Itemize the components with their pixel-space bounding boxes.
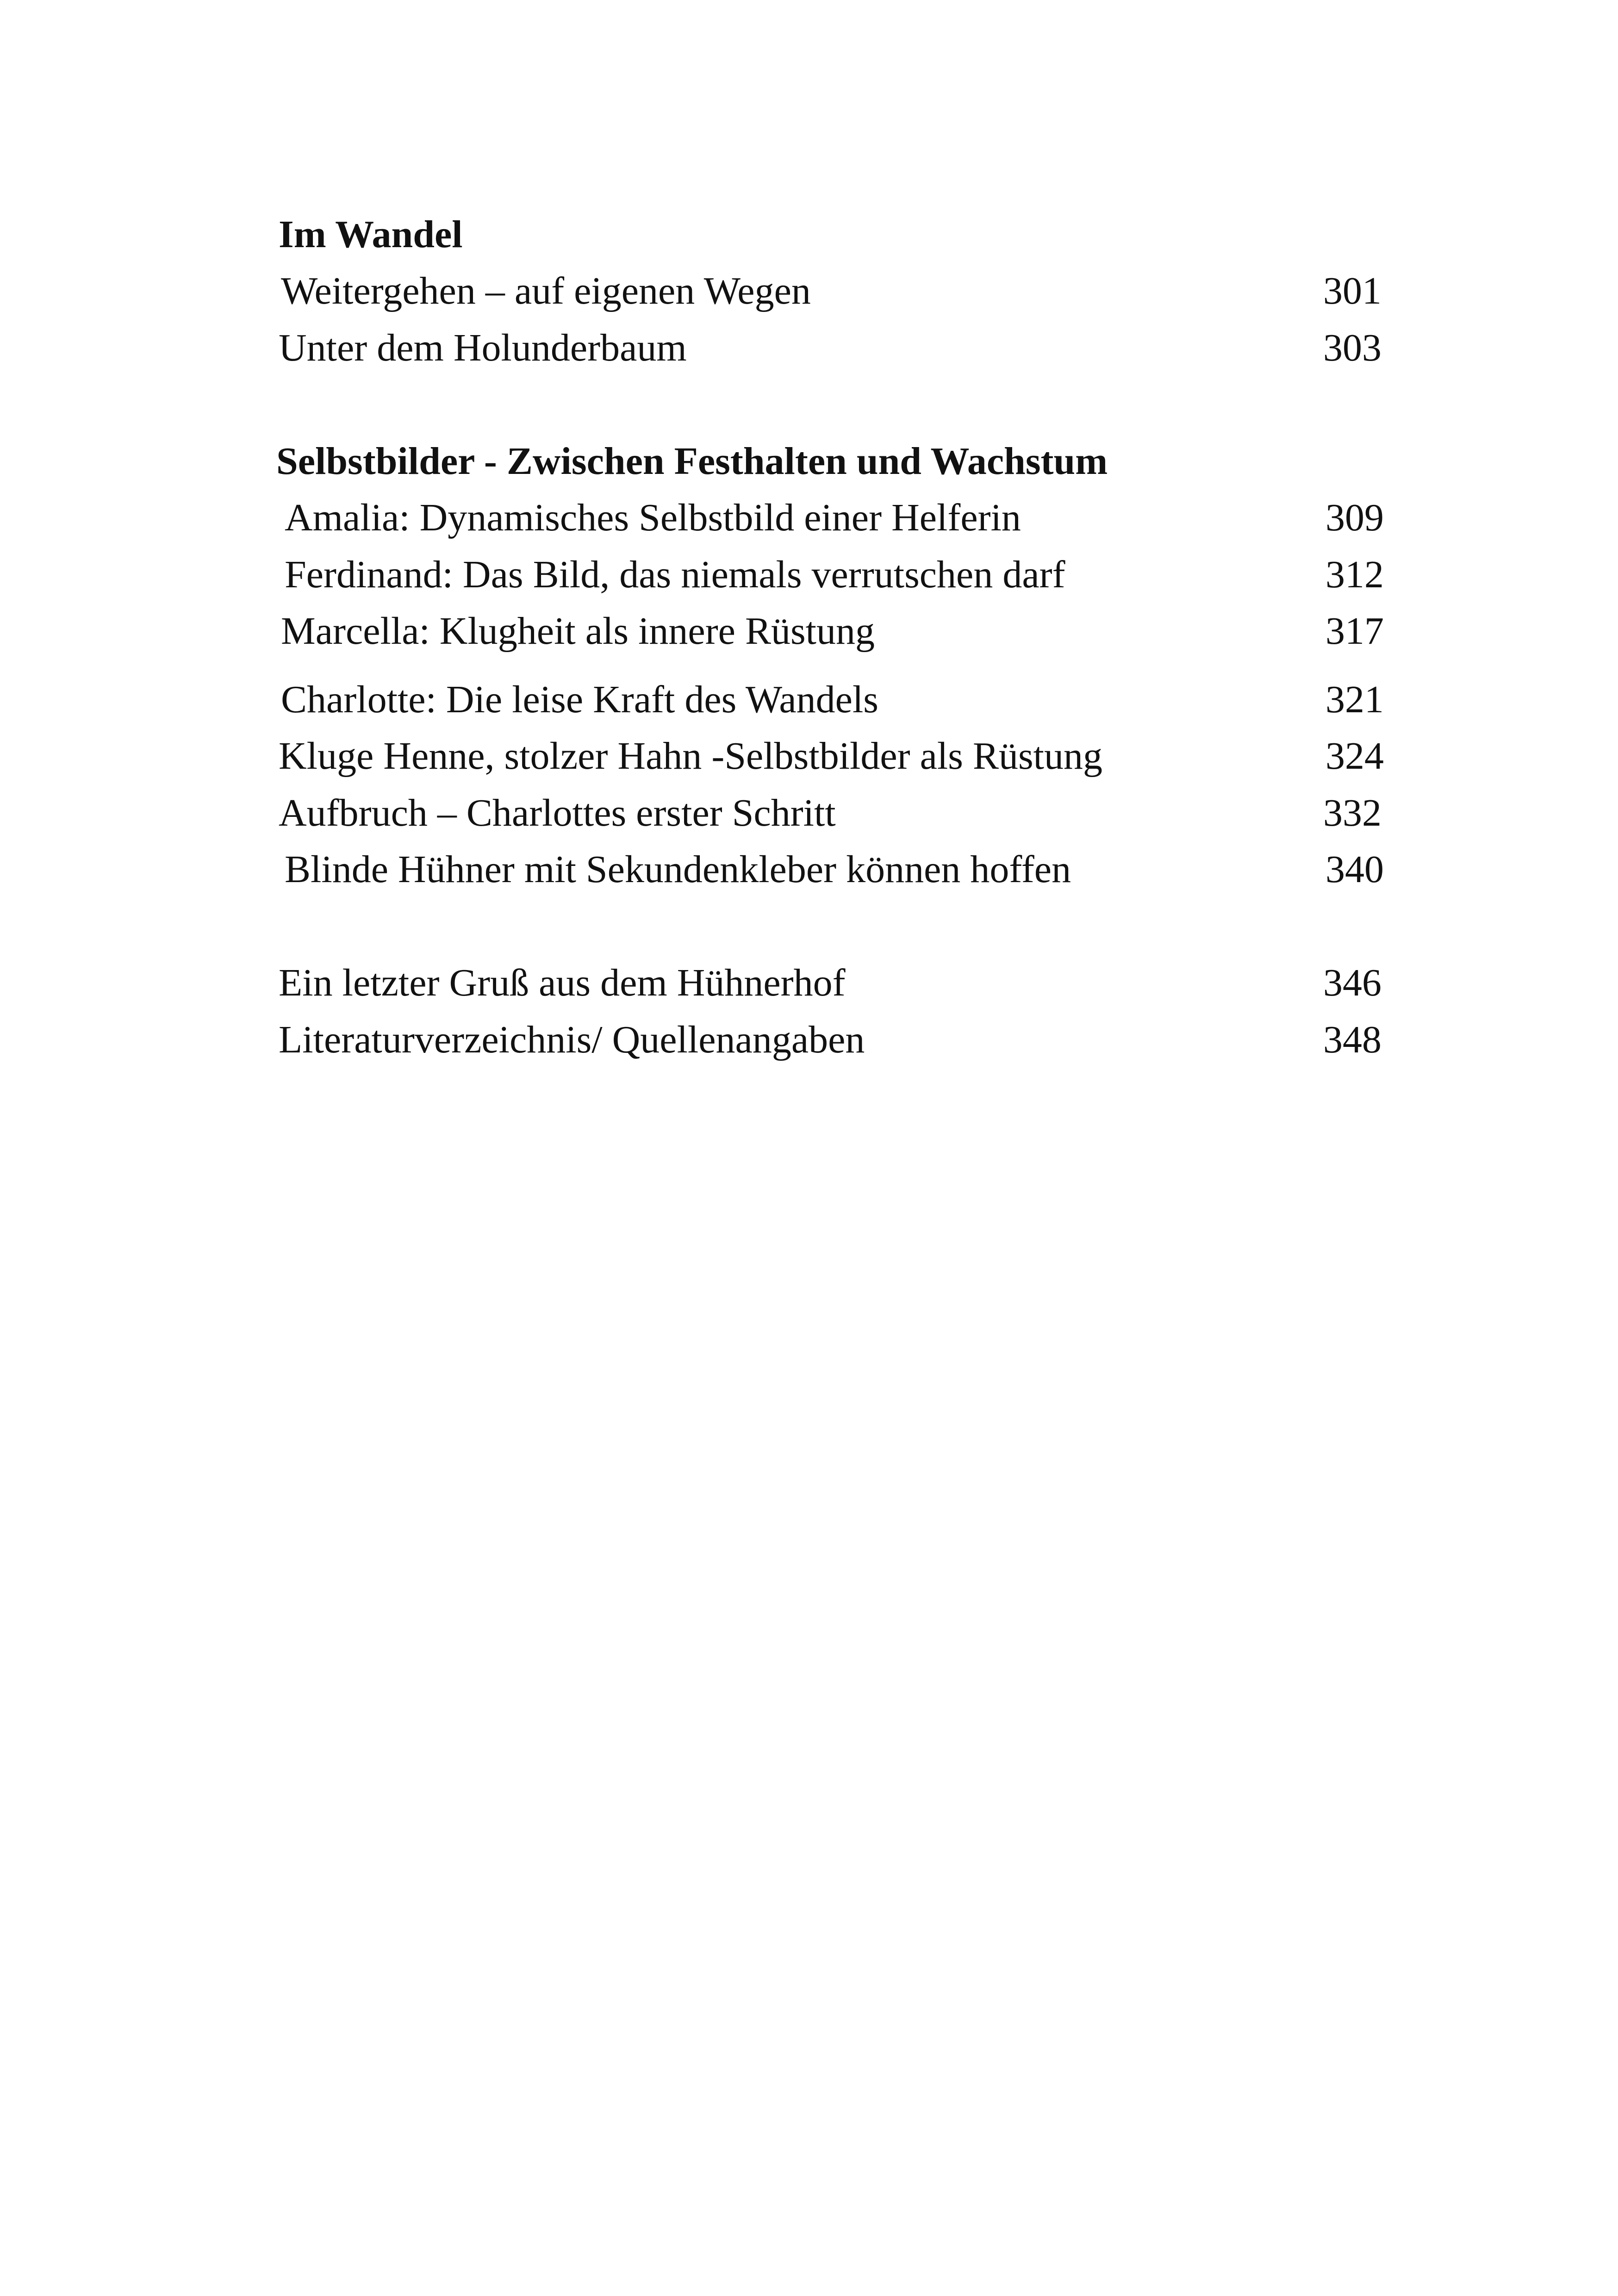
toc-entry-title: Amalia: Dynamisches Selbstbild einer Helferin [285,496,1021,539]
toc-entry [0,555,1618,602]
toc-entry-page: 321 [1326,678,1384,721]
toc-entry-page: 324 [1326,734,1384,778]
toc-entry-title: Literaturverzeichnis/ Quellenangaben [279,1018,865,1061]
toc-entry [0,961,1618,1010]
toc-entry [0,326,1618,375]
toc-entry-page: 317 [1326,610,1384,653]
toc-entry [0,269,1618,318]
toc-entry-page: 303 [1323,326,1382,369]
toc-entry-title: Ferdinand: Das Bild, das niemals verrutschen darf [285,553,1065,596]
toc-entry-title: Marcella: Klugheit als innere Rüstung [281,610,875,653]
toc-entry-title: Aufbruch – Charlottes erster Schritt [279,791,836,834]
toc-entry-page: 301 [1323,269,1382,312]
section-heading-im-wandel: Im Wandel [279,213,463,256]
toc-entry [0,680,1618,727]
toc-entry [0,734,1618,783]
toc-entry-page: 346 [1323,961,1382,1004]
section-heading-selbstbilder: Selbstbilder - Zwischen Festhalten und Wachstum [276,440,1108,483]
toc-entry-title: Kluge Henne, stolzer Hahn -Selbstbilder als Rüstung [279,734,1102,778]
toc-entry-page: 332 [1323,791,1382,834]
toc-entry-title: Charlotte: Die leise Kraft des Wandels [281,678,878,721]
toc-entry-title: Ein letzter Gruß aus dem Hühnerhof [279,961,846,1004]
toc-entry-page: 309 [1326,496,1384,539]
toc-entry-page: 348 [1323,1018,1382,1061]
toc-entry-page: 312 [1326,553,1384,596]
toc-entry [0,1020,1618,1067]
toc-entry-title: Blinde Hühner mit Sekundenkleber können hoffen [285,848,1071,891]
toc-entry [0,791,1618,840]
toc-entry [0,850,1618,896]
toc-entry [0,612,1618,658]
toc-entry [0,498,1618,545]
toc-entry-title: Unter dem Holunderbaum [279,326,687,369]
toc-entry-page: 340 [1326,848,1384,891]
toc-entry-title: Weitergehen – auf eigenen Wegen [281,269,811,312]
